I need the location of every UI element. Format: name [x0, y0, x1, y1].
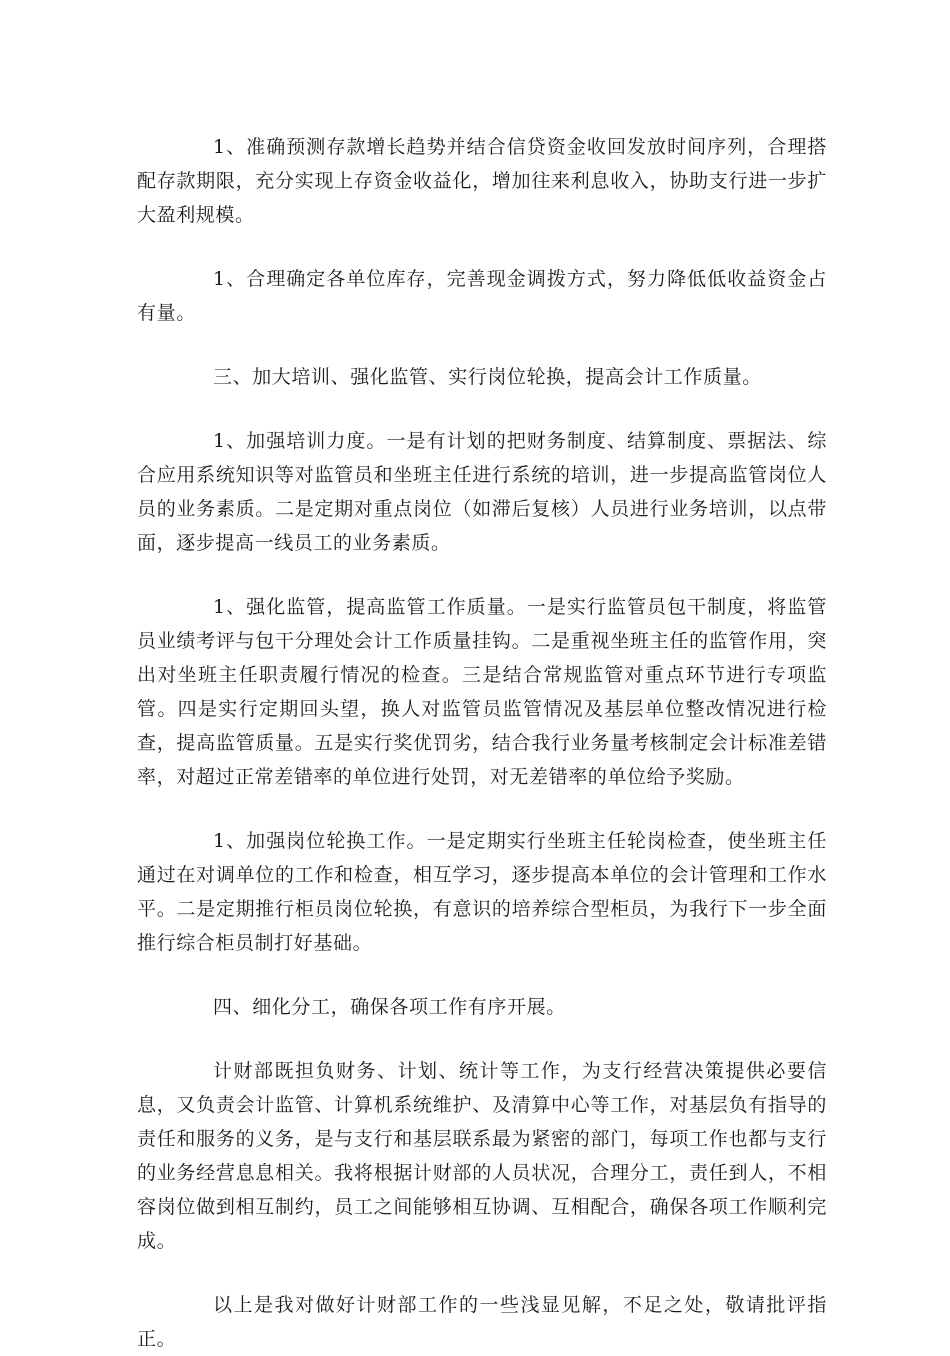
paragraph-inventory: 1、合理确定各单位库存，完善现金调拨方式，努力降低低收益资金占有量。 [137, 268, 827, 324]
section-heading-training: 三、加大培训、强化监管、实行岗位轮换，提高会计工作质量。 [213, 366, 762, 388]
document-body [137, 130, 827, 1356]
paragraph-division: 计财部既担负财务、计划、统计等工作，为支行经营决策提供必要信息，又负责会计监管、计算机系统维护、及清算中心等工作，对基层负有指导的责任和服务的义务，是与支行和基层联系最为紧密的部门，每项工作也都与支行的业务经营息息相关。我将根据计财部的人员状况，合理分工，责任到人，不相容岗位做到相互制约，员工之间能够相互协调、互相配合，确保各项工作顺利完成。 [137, 1060, 827, 1252]
paragraph-training: 1、加强培训力度。一是有计划的把财务制度、结算制度、票据法、综合应用系统知识等对监管员和坐班主任进行系统的培训，进一步提高监管岗位人员的业务素质。二是定期对重点岗位（如滞后复核）人员进行业务培训，以点带面，逐步提高一线员工的业务素质。 [137, 430, 827, 554]
paragraph-supervision: 1、强化监管，提高监管工作质量。一是实行监管员包干制度，将监管员业绩考评与包干分理处会计工作质量挂钩。二是重视坐班主任的监管作用，突出对坐班主任职责履行情况的检查。三是结合常规监管对重点环节进行专项监管。四是实行定期回头望，换人对监管员监管情况及基层单位整改情况进行检查，提高监管质量。五是实行奖优罚劣，结合我行业务量考核制定会计标准差错率，对超过正常差错率的单位进行处罚，对无差错率的单位给予奖励。 [137, 596, 827, 788]
paragraph-deposit-forecast: 1、准确预测存款增长趋势并结合信贷资金收回发放时间序列，合理搭配存款期限，充分实现上存资金收益化，增加往来利息收入，协助支行进一步扩大盈利规模。 [137, 136, 827, 226]
section-heading-division: 四、细化分工，确保各项工作有序开展。 [213, 996, 566, 1018]
paragraph-rotation: 1、加强岗位轮换工作。一是定期实行坐班主任轮岗检查，使坐班主任通过在对调单位的工作和检查，相互学习，逐步提高本单位的会计管理和工作水平。二是定期推行柜员岗位轮换，有意识的培养综合型柜员，为我行下一步全面推行综合柜员制打好基础。 [137, 830, 827, 954]
paragraph-closing: 以上是我对做好计财部工作的一些浅显见解，不足之处，敬请批评指正。 [137, 1294, 827, 1350]
